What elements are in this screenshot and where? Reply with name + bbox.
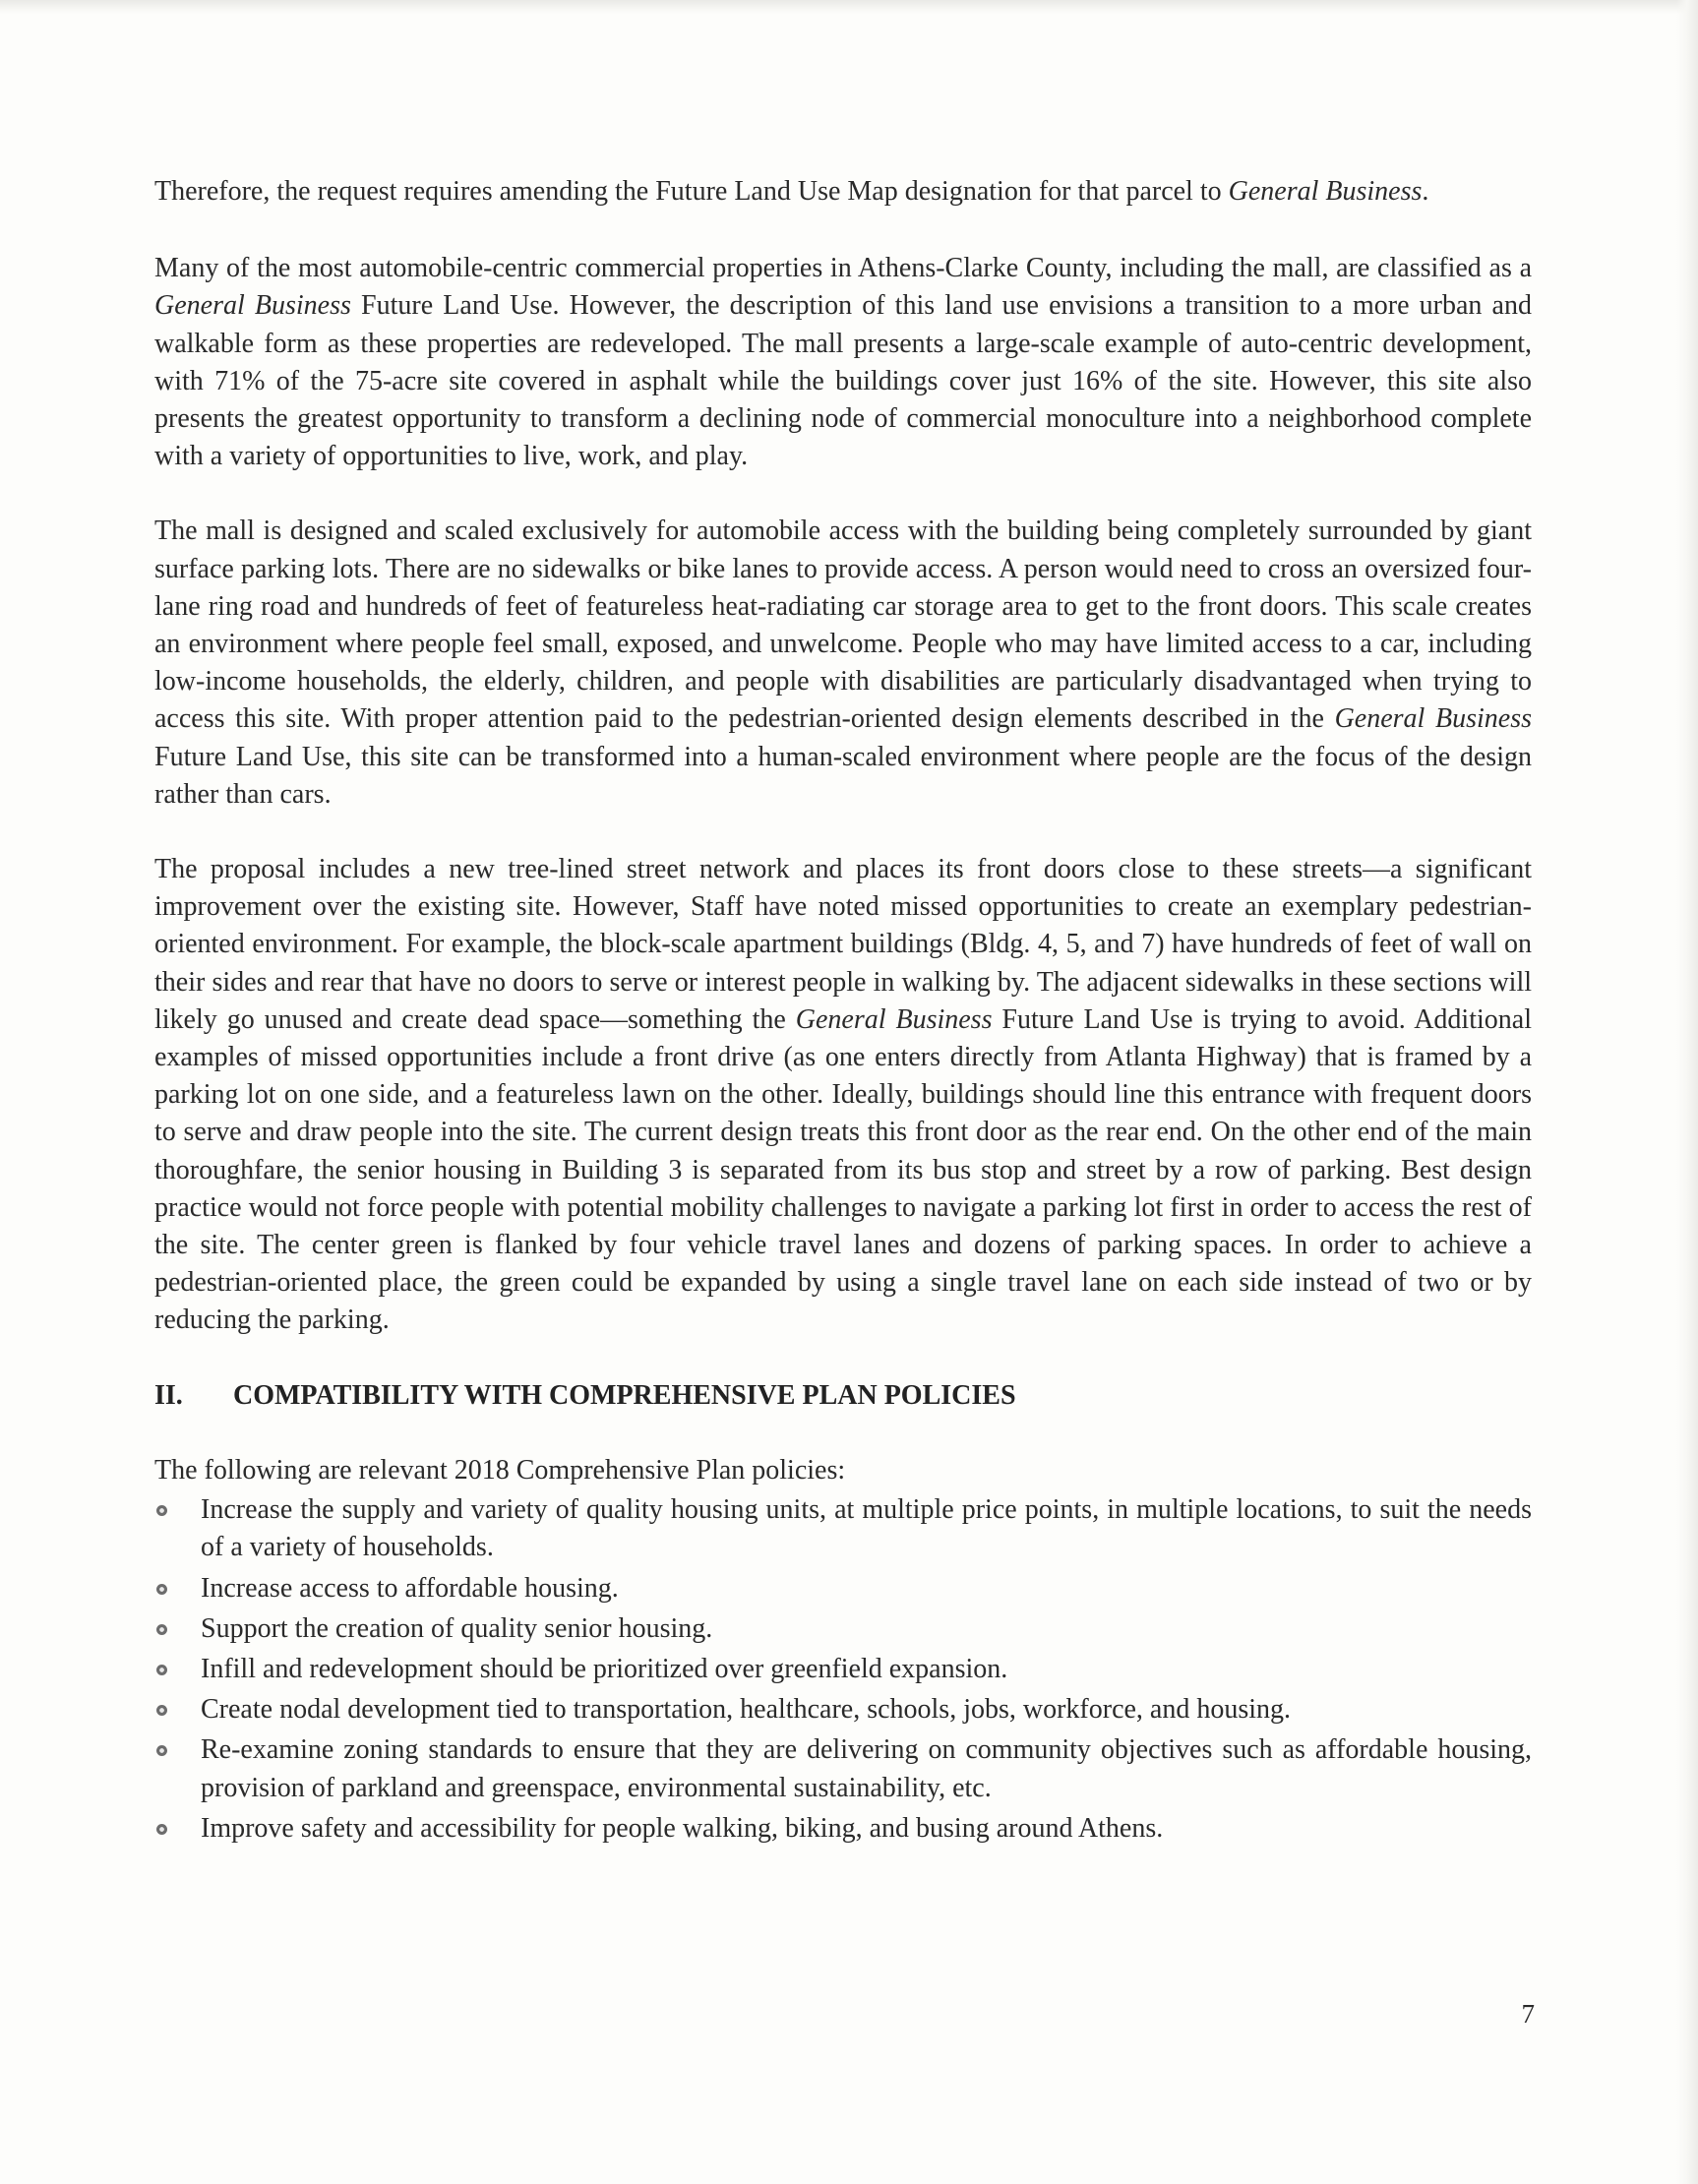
policy-item: Support the creation of quality senior housing. (154, 1610, 1532, 1648)
bullet-icon (156, 1705, 167, 1716)
bullet-icon (156, 1665, 167, 1675)
paragraph-mall-automobile-access: The mall is designed and scaled exclusively for automobile access with the building being completely surrounded by giant surface parking lots. There are no sidewalks or bike lanes to provide access. A person would need to cross an oversized four-lane ring road and hundreds of feet of featureless heat-radiating car storage area to get to the front doors. This scale creates an environment where people feel small, exposed, and unwelcome. People who may have limited access to a car, including low-income households, the elderly, children, and people with disabilities are particularly disadvantaged when trying to access this site. With proper attention paid to the pedestrian-oriented design elements described in the General Business Future Land Use, this site can be transformed into a human-scaled environment where people are the focus of the design rather than cars. (154, 516, 1532, 810)
paragraph-future-land-use-amendment: Therefore, the request requires amending the Future Land Use Map designation for that parcel to General Business. (154, 176, 1429, 207)
section-title: COMPATIBILITY WITH COMPREHENSIVE PLAN POLICIES (233, 1379, 1016, 1411)
policies-intro: The following are relevant 2018 Comprehensive Plan policies: (154, 1454, 846, 1486)
paragraph-proposal-street-network: The proposal includes a new tree-lined street network and places its front doors close to these streets—a significant improvement over the existing site. However, Staff have noted missed opportunities to create an exemplary pedestrian-oriented environment. For example, the block-scale apartment buildings (Bldg. 4, 5, and 7) have hundreds of feet of wall on their sides and rear that have no doors to serve or interest people in walking by. The adjacent sidewalks in these sections will likely go unused and create dead space—something the General Business Future Land Use is trying to avoid. Additional examples of missed opportunities include a front drive (as one enters directly from Atlanta Highway) that is framed by a parking lot on one side, and a featureless lawn on the other. Ideally, buildings should line this entrance with frequent doors to serve and draw people into the site. The current design treats this front door as the rear end. On the other end of the main thoroughfare, the senior housing in Building 3 is separated from its bus stop and street by a row of parking. Best design practice would not force people with potential mobility challenges to navigate a parking lot first in order to access the rest of the site. The center green is flanked by four vehicle travel lanes and dozens of parking spaces. In order to achieve a pedestrian-oriented place, the green could be expanded by using a single travel lane on each side instead of two or by reducing the parking. (154, 854, 1532, 1336)
scan-right-edge (1676, 0, 1698, 2184)
section-number: II. (154, 1379, 183, 1411)
bullet-icon (156, 1624, 167, 1635)
bullet-icon (156, 1824, 167, 1835)
policy-item: Increase the supply and variety of quality housing units, at multiple price points, in multiple locations, to suit the needs of a variety of households. (154, 1491, 1532, 1566)
policy-item: Infill and redevelopment should be prioritized over greenfield expansion. (154, 1651, 1532, 1688)
policy-item: Create nodal development tied to transportation, healthcare, schools, jobs, workforce, and housing. (154, 1691, 1532, 1729)
policy-item: Re-examine zoning standards to ensure that they are delivering on community objectives such as affordable housing, provision of parkland and greenspace, environmental sustainability, etc. (154, 1731, 1532, 1806)
bullet-icon (156, 1584, 167, 1595)
scan-top-edge (0, 0, 1698, 14)
bullet-icon (156, 1745, 167, 1756)
bullet-icon (156, 1505, 167, 1516)
document-body (154, 173, 1532, 1850)
section-heading (154, 1377, 1532, 1415)
paragraph-auto-centric-properties: Many of the most automobile-centric commercial properties in Athens-Clarke County, including the mall, are classified as a General Business Future Land Use. However, the description of this land use envisions a transition to a more urban and walkable form as these properties are redeveloped. The mall presents a large-scale example of auto-centric development, with 71% of the 75-acre site covered in asphalt while the buildings cover just 16% of the site. However, this site also presents the greatest opportunity to transform a declining node of commercial monoculture into a neighborhood complete with a variety of opportunities to live, work, and play. (154, 253, 1532, 472)
policy-list (154, 1491, 1532, 1848)
policy-item: Increase access to affordable housing. (154, 1570, 1532, 1608)
policy-item: Improve safety and accessibility for people walking, biking, and busing around Athens. (154, 1810, 1532, 1848)
page-number: 7 (1521, 1999, 1535, 2029)
